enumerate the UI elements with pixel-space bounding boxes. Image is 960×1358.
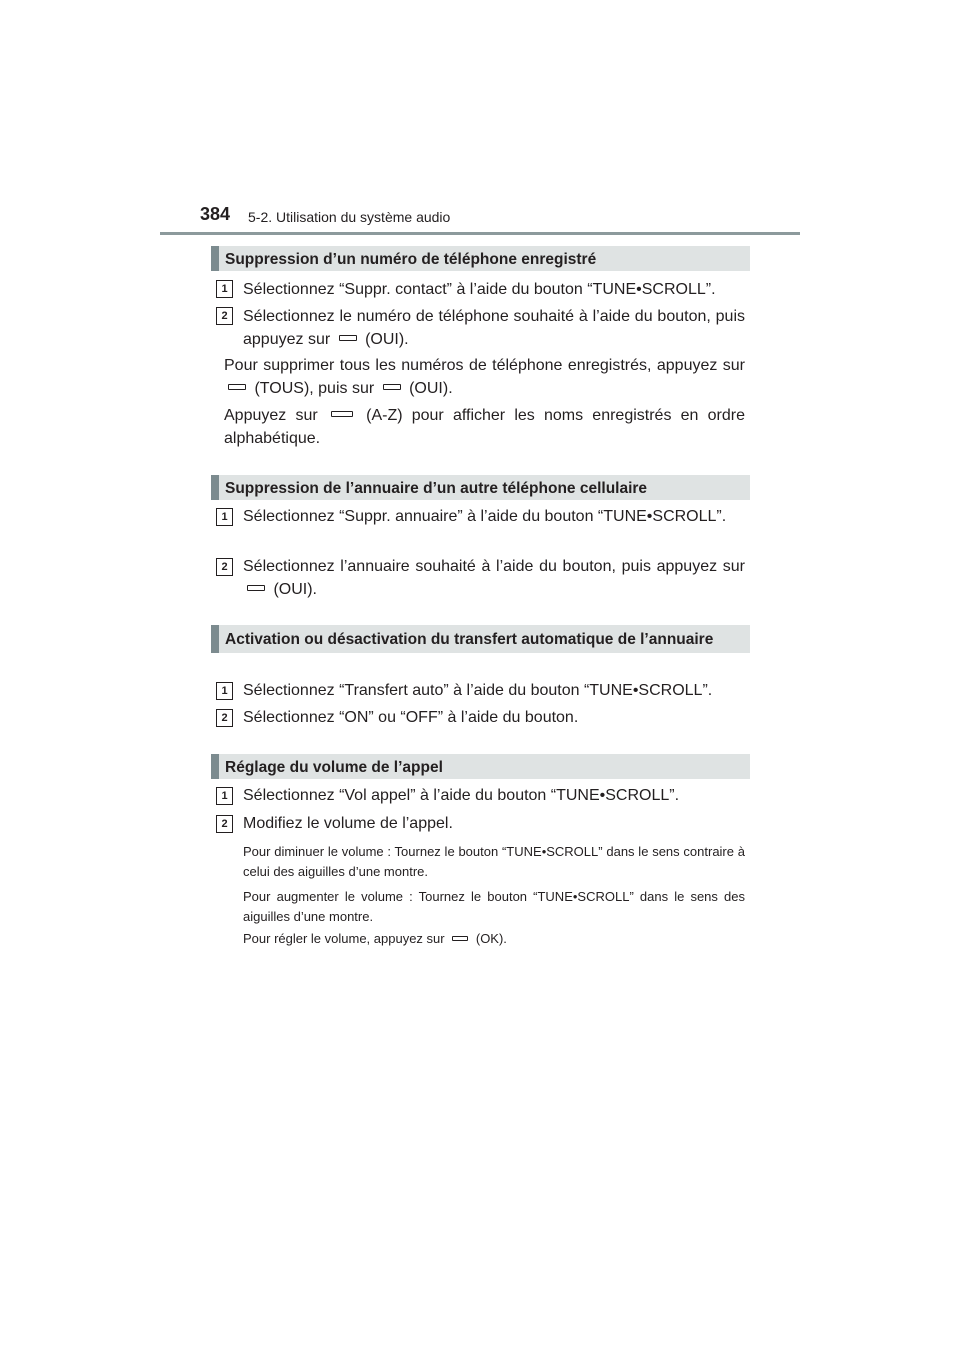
note-paragraph <box>224 354 745 400</box>
step-number-box: 2 <box>216 815 233 833</box>
note-paragraph <box>224 404 745 450</box>
step-number-box: 1 <box>216 508 233 526</box>
step-number-box: 1 <box>216 682 233 700</box>
detail-text: Pour diminuer le volume : Tournez le bouton “TUNE•SCROLL” dans le sens contraire à celui des aiguilles d’une montre. <box>243 844 745 879</box>
step-number-box: 2 <box>216 558 233 576</box>
section-heading-delete-number: Suppression d’un numéro de téléphone enregistré <box>211 246 750 271</box>
step-text: Sélectionnez “Transfert auto” à l’aide du bouton “TUNE•SCROLL”. <box>243 682 713 699</box>
detail-text: Pour augmenter le volume : Tournez le bouton “TUNE•SCROLL” dans le sens des aiguilles d’une montre. <box>243 889 745 924</box>
step-text: Sélectionnez “Suppr. annuaire” à l’aide du bouton “TUNE•SCROLL”. <box>243 508 727 525</box>
section-title: 5-2. Utilisation du système audio <box>248 209 451 225</box>
text-segment: (OUI). <box>365 331 409 348</box>
button-icon <box>383 384 401 390</box>
step-number-box: 1 <box>216 787 233 805</box>
text-segment: Appuyez sur <box>224 407 318 424</box>
text-segment: Pour supprimer tous les numéros de téléphone enregistrés, appuyez sur <box>224 357 745 374</box>
detail-text <box>243 929 745 949</box>
text-segment: (OUI). <box>409 380 453 397</box>
button-icon <box>452 936 468 941</box>
step-text: Sélectionnez “Vol appel” à l’aide du bouton “TUNE•SCROLL”. <box>243 787 680 804</box>
text-segment: (OUI). <box>273 581 317 598</box>
step-text: Sélectionnez “Suppr. contact” à l’aide du bouton “TUNE•SCROLL”. <box>243 281 716 298</box>
text-segment: Sélectionnez l’annuaire souhaité à l’aide du bouton, puis appuyez sur <box>243 558 745 575</box>
button-icon <box>247 585 265 591</box>
text-segment: (OK). <box>475 931 507 946</box>
button-icon <box>331 411 353 417</box>
section-heading-delete-phonebook: Suppression de l’annuaire d’un autre téléphone cellulaire <box>211 475 750 500</box>
text-segment: Pour régler le volume, appuyez sur <box>243 931 445 946</box>
step-text: Modifiez le volume de l’appel. <box>243 815 453 832</box>
step-number-box: 1 <box>216 280 233 298</box>
step-text: Sélectionnez “ON” ou “OFF” à l’aide du bouton. <box>243 709 579 726</box>
text-segment: Sélectionnez le numéro de téléphone souhaité à l’aide du bouton, puis appuyez sur <box>243 308 745 348</box>
button-icon <box>228 384 246 390</box>
header-divider <box>160 232 800 235</box>
step-text <box>243 305 745 351</box>
step-number-box: 2 <box>216 307 233 325</box>
text-segment: (TOUS), puis sur <box>254 380 375 397</box>
step-number-box: 2 <box>216 709 233 727</box>
step-text <box>243 555 745 601</box>
page-number: 384 <box>200 204 231 224</box>
section-heading-auto-transfer: Activation ou désactivation du transfert automatique de l’annuaire <box>211 625 750 653</box>
section-heading-call-volume: Réglage du volume de l’appel <box>211 754 750 779</box>
button-icon <box>339 335 357 341</box>
text-segment: (A-Z) pour afficher les noms enregistrés en ordre alphabétique. <box>224 407 746 447</box>
